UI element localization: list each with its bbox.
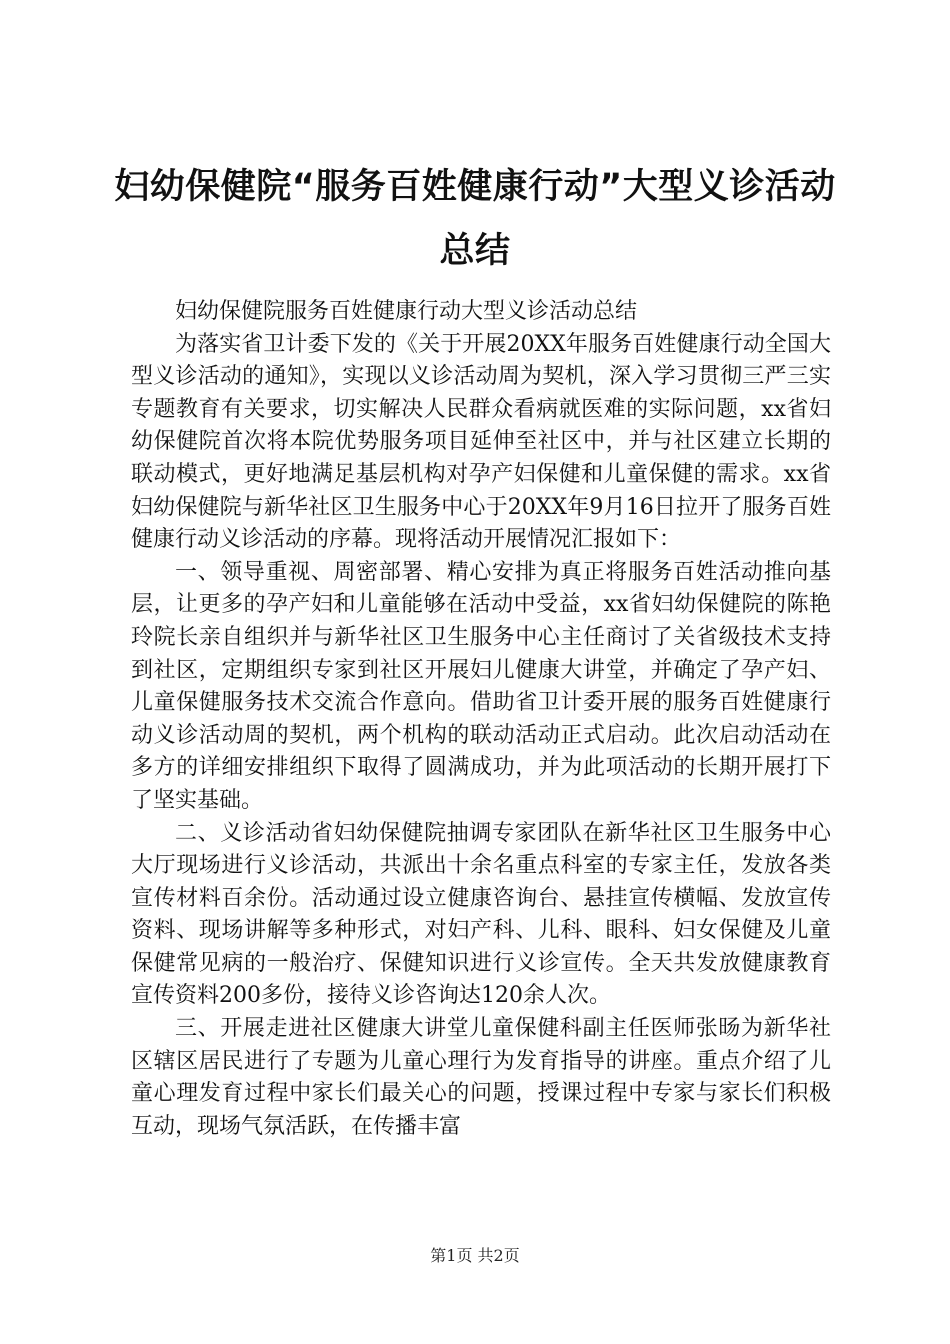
page-footer: 第1页 共2页 — [430, 1246, 520, 1265]
paragraph-section-2: 二、义诊活动省妇幼保健院抽调专家团队在新华社区卫生服务中心大厅现场进行义诊活动，共派出十余名重点科室的专家主任，发放各类宣传材料百余份。活动通过设立健康咨询台、悬挂宣传横幅、发放宣传资料、现场讲解等多种形式，对妇产科、儿科、眼科、妇女保健及儿童保健常见病的一般治疗、保健知识进行义诊宣传。全天共发放健康教育宣传资料200多份，接待义诊咨询达120余人次。 — [131, 820, 831, 1009]
paragraph-intro: 为落实省卫计委下发的《关于开展20XX年服务百姓健康行动全国大型义诊活动的通知》，实现以义诊活动周为契机，深入学习贯彻三严三实专题教育有关要求，切实解决人民群众看病就医难的实际问题，xx省妇幼保健院首次将本院优势服务项目延伸至社区中，并与社区建立长期的联动模式，更好地满足基层机构对孕产妇保健和儿童保健的需求。xx省妇幼保健院与新华社区卫生服务中心于20XX年9月16日拉开了服务百姓健康行动义诊活动的序幕。现将活动开展情况汇报如下： — [131, 331, 831, 553]
document-body — [131, 296, 831, 1143]
paragraph-subtitle: 妇幼保健院服务百姓健康行动大型义诊活动总结 — [175, 299, 638, 324]
paragraph-section-3: 三、开展走进社区健康大讲堂儿童保健科副主任医师张旸为新华社区辖区居民进行了专题为儿童心理行为发育指导的讲座。重点介绍了儿童心理发育过程中家长们最关心的问题，授课过程中专家与家长们积极互动，现场气氛活跃，在传播丰富 — [131, 1016, 831, 1139]
paragraph-section-1: 一、领导重视、周密部署、精心安排为真正将服务百姓活动推向基层，让更多的孕产妇和儿童能够在活动中受益，xx省妇幼保健院的陈艳玲院长亲自组织并与新华社区卫生服务中心主任商讨了关省级技术支持到社区，定期组织专家到社区开展妇儿健康大讲堂，并确定了孕产妇、儿童保健服务技术交流合作意向。借助省卫计委开展的服务百姓健康行动义诊活动周的契机，两个机构的联动活动正式启动。此次启动活动在多方的详细安排组织下取得了圆满成功，并为此项活动的长期开展打下了坚实基础。 — [131, 559, 831, 813]
document-title: 妇幼保健院“服务百姓健康行动”大型义诊活动总结 — [114, 167, 836, 271]
